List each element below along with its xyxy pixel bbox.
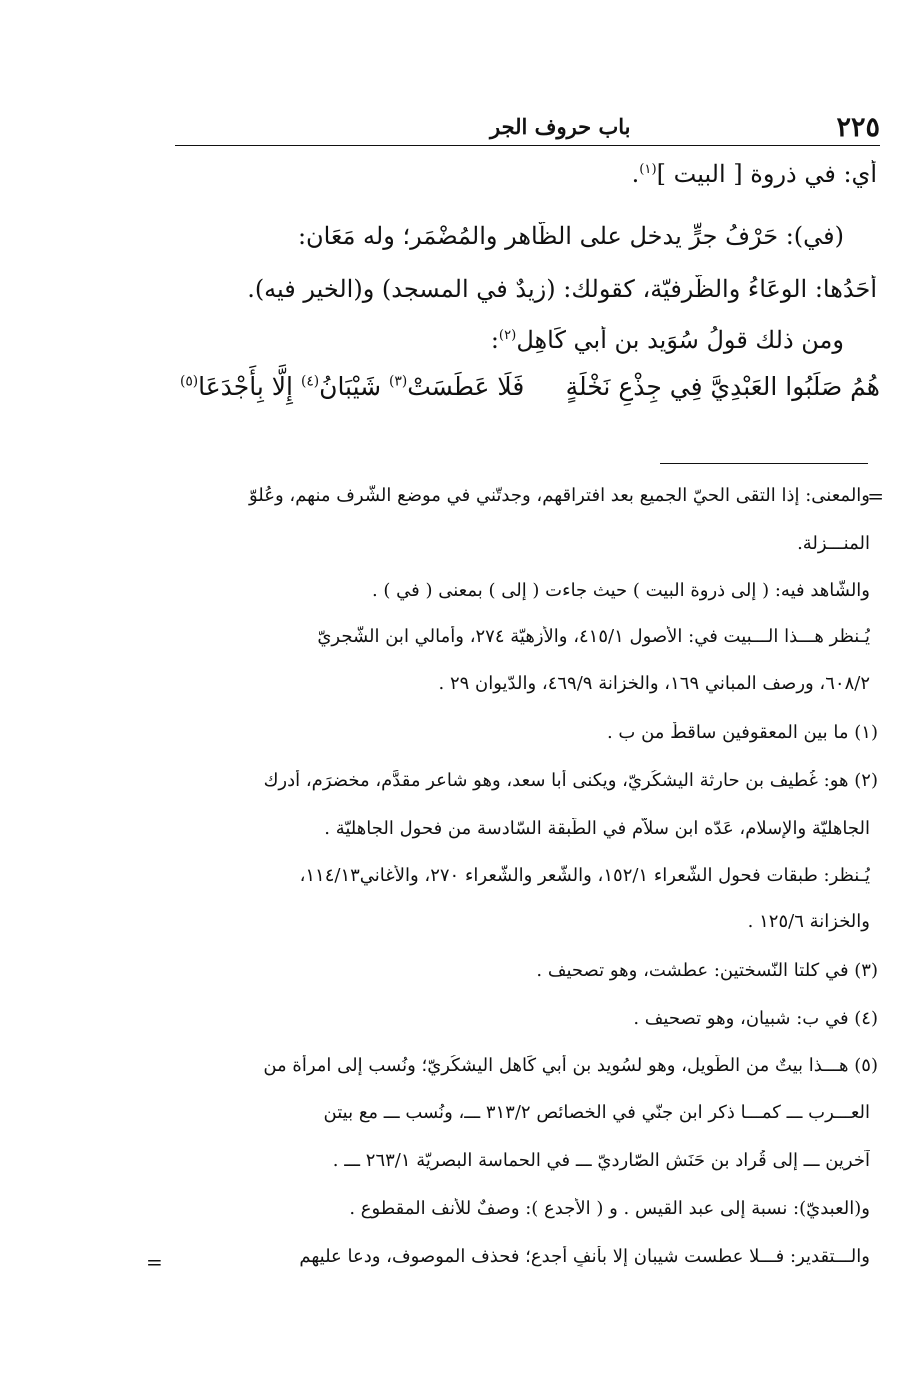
- footnote-separator: [660, 463, 868, 464]
- body-line-4: [178, 326, 844, 354]
- body-line-1: [178, 160, 877, 188]
- page-number: ٢٢٥: [836, 112, 880, 143]
- continued-mark: =: [146, 1250, 163, 1274]
- footnote-line: يُـنظر: طبقات فحول الشّعراء ١٥٢/١، والشّعر والشّعراء ٢٧٠، والأغاني١١٤/١٣،: [299, 865, 870, 886]
- footnote-line: العـــرب ـــ كمـــا ذكر ابن جنّي في الخصائص ٣١٣/٢ ـــ، ونُسب ـــ مع بيتن: [323, 1102, 870, 1123]
- verse-second-hemistich: فَلَا عَطَسَتْ$^{(٣)}$ شَيْبَانُ$^{(٤)}$ إِلَّا بِأَجْدَعَا$^{(٥)}$: [180, 372, 525, 401]
- footnote-line: والشّاهد فيه: ( إلى ذروة البيت ) حيث جاءت ( إلى ) بمعنى ( في ) .: [371, 580, 870, 601]
- body-text-end: :: [490, 326, 499, 354]
- footnote-line: والمعنى: إذا التقى الحيّ الجميع بعد افتراقهم، وجدتّني في موضع الشّرف منهم، وعُلوّ: [248, 485, 870, 506]
- footnote-2: (٢) هو: غُطيف بن حارثة اليشكُريّ، ويكنى أبا سعد، وهو شاعر مقدَّم، مخضرَم، أدرك: [263, 770, 878, 791]
- footnote-line: آخرين ـــ إلى قُراد بن حَنَش الصّارديّ ـــ في الحماسة البصريّة ٢٦٣/١ ـــ .: [332, 1150, 870, 1171]
- body-text: ومن ذلك قولُ سُوَيد بن أبي كَاهِل: [516, 326, 844, 354]
- footnote-3: (٣) في كلتا النّسختين: عطشت، وهو تصحيف .: [536, 960, 878, 981]
- verse-first-hemistich: هُمُ صَلَبُوا العَبْدِيَّ فِي جِذْعِ نَخْلَةٍ: [565, 372, 880, 401]
- page-header: [175, 112, 880, 144]
- body-line-2: (في): حَرْفُ جرٍّ يدخل على الظّاهر والمُضْمَر؛ وله مَعَان:: [297, 222, 844, 250]
- footnote-5: (٥) هـــذا بيتٌ من الطّويل، وهو لسُويد بن أبي كَاهل اليشكُريّ؛ ونُسب إلى امرأة من: [263, 1055, 878, 1076]
- running-title: باب حروف الجر: [490, 114, 631, 139]
- footnote-4: (٤) في ب: شبيان، وهو تصحيف .: [633, 1008, 878, 1029]
- poetry-verse: [180, 372, 880, 412]
- body-text: أي: في ذروة [ البيت ]: [656, 160, 877, 188]
- header-rule: [175, 145, 880, 146]
- footnote-line: والخزانة ١٢٥/٦ .: [747, 911, 870, 932]
- body-text-end: .: [631, 160, 640, 188]
- continuation-mark: =: [867, 484, 884, 508]
- footnote-ref-4: (٤): [300, 373, 320, 390]
- footnote-line: و(العبديّ): نسبة إلى عبد القيس . و ( الأجدع ): وصفٌ للأنف المقطوع .: [349, 1198, 870, 1219]
- footnote-ref-1: (١): [639, 162, 657, 177]
- body-line-3: أَحَدُها: الوِعَاءُ والظّرفيّة، كقولك: (زيدٌ في المسجد) و(الخير فيه).: [247, 275, 877, 303]
- footnote-line: ٦٠٨/٢، ورصف المباني ١٦٩، والخزانة ٤٦٩/٩، والدّيوان ٢٩ .: [438, 673, 870, 694]
- footnote-ref-2: (٢): [498, 328, 517, 343]
- footnote-line: والـــتقدير: فـــلا عطست شيبان إلا بأنفٍ أجدع؛ فحذف الموصوف، ودعا عليهم: [299, 1246, 870, 1267]
- footnote-1: (١) ما بين المعقوفين ساقطٌ من ب .: [606, 722, 878, 743]
- footnote-ref-5: (٥): [180, 373, 199, 390]
- footnote-line: الجاهليّة والإسلام، عَدّه ابن سلاّم في الطّبقة السّادسة من فحول الجاهليّة .: [324, 818, 870, 839]
- footnote-line: يُـنظر هـــذا الـــبيت في: الأصول ٤١٥/١، والأزهيّة ٢٧٤، وأمالي ابن الشّجريّ: [317, 626, 870, 647]
- footnote-line: المنـــزلة.: [797, 533, 870, 554]
- footnote-ref-3: (٣): [389, 373, 408, 390]
